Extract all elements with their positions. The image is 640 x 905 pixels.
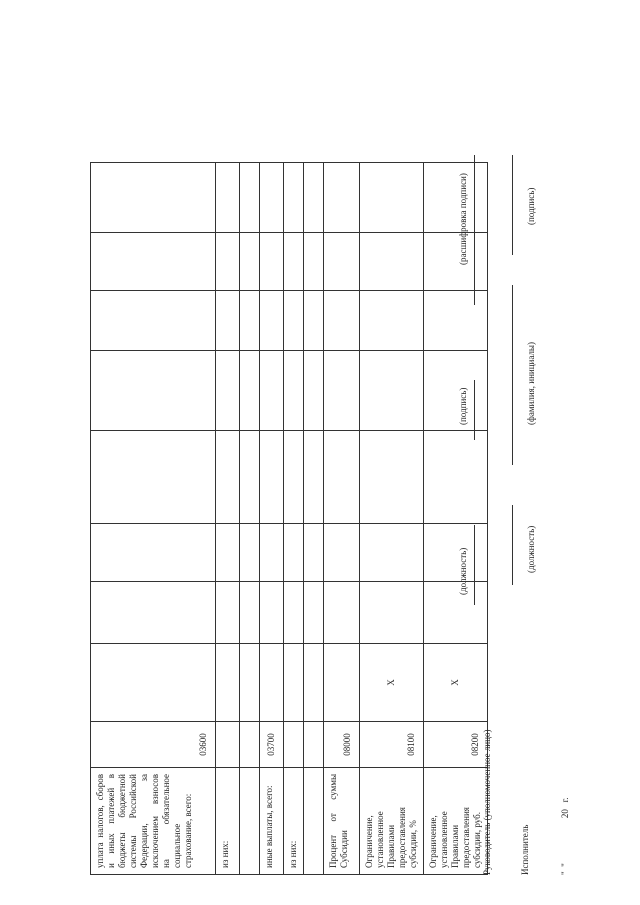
position-line (474, 525, 475, 605)
executor-name-line (512, 285, 513, 465)
row-code (240, 722, 260, 768)
executor-name-caption: (фамилия, инициалы) (526, 342, 536, 425)
value-cell (240, 582, 260, 644)
value-cell (91, 163, 216, 233)
value-cell (216, 431, 240, 524)
value-cell (304, 351, 324, 431)
table-row (324, 163, 360, 875)
value-cell (324, 233, 360, 291)
table-row (284, 163, 304, 875)
row-code: 03700 (260, 722, 284, 768)
row-code (284, 722, 304, 768)
value-cell (424, 582, 488, 644)
value-cell (424, 431, 488, 524)
value-cell (216, 163, 240, 233)
value-cell (240, 291, 260, 351)
table-row (424, 163, 488, 875)
value-cell (304, 163, 324, 233)
row-code (304, 722, 324, 768)
table-row (304, 163, 324, 875)
row-code: 03600 (91, 722, 216, 768)
value-cell (260, 163, 284, 233)
value-cell (284, 163, 304, 233)
value-cell (216, 291, 240, 351)
x-mark-cell: X (424, 644, 488, 722)
value-cell (424, 524, 488, 582)
value-cell (216, 524, 240, 582)
x-mark-cell (216, 644, 240, 722)
row-label: уплата налогов, сборов и иных платежей в бюджеты бюджетной системы Российской Федерации, за исключением взносов на обязательное социальное страхование, всего: (91, 768, 216, 875)
executor-label: Исполнитель (520, 824, 530, 875)
row-label (304, 768, 324, 875)
executor-signature-caption: (подпись) (526, 187, 536, 225)
row-label (240, 768, 260, 875)
value-cell (304, 431, 324, 524)
signature-line (474, 380, 475, 440)
row-code: 08200 (424, 722, 488, 768)
x-mark-cell (260, 644, 284, 722)
table-row (260, 163, 284, 875)
head-label: Руководитель (уполномоченное лицо) (482, 729, 492, 875)
value-cell (91, 524, 216, 582)
value-cell (284, 431, 304, 524)
value-cell (304, 524, 324, 582)
table-row (91, 163, 216, 875)
date-line: " " 20 г. (560, 797, 570, 875)
value-cell (360, 163, 424, 233)
value-cell (284, 291, 304, 351)
value-cell (424, 351, 488, 431)
report-table (90, 162, 488, 875)
value-cell (360, 524, 424, 582)
value-cell (260, 524, 284, 582)
value-cell (304, 582, 324, 644)
table-row (240, 163, 260, 875)
x-mark-cell: X (360, 644, 424, 722)
executor-position-line (512, 505, 513, 585)
value-cell (324, 291, 360, 351)
row-label: Ограничение, установленное Правилами предоставления субсидии, % (360, 768, 424, 875)
value-cell (216, 351, 240, 431)
value-cell (240, 233, 260, 291)
value-cell (360, 431, 424, 524)
row-label: Ограничение, установленное Правилами предоставления субсидии, руб. (424, 768, 488, 875)
executor-signature-line (512, 155, 513, 255)
value-cell (360, 351, 424, 431)
value-cell (360, 582, 424, 644)
row-code (216, 722, 240, 768)
value-cell (360, 291, 424, 351)
value-cell (216, 233, 240, 291)
value-cell (91, 291, 216, 351)
value-cell (284, 351, 304, 431)
value-cell (91, 351, 216, 431)
x-mark-cell (304, 644, 324, 722)
value-cell (260, 233, 284, 291)
row-label: из них: (216, 768, 240, 875)
value-cell (216, 582, 240, 644)
decoding-caption: (расшифровка подписи) (458, 173, 468, 265)
value-cell (324, 582, 360, 644)
value-cell (240, 351, 260, 431)
row-code: 08000 (324, 722, 360, 768)
value-cell (91, 233, 216, 291)
position-caption: (должность) (458, 547, 468, 595)
table-row (360, 163, 424, 875)
decoding-line (474, 155, 475, 305)
value-cell (260, 291, 284, 351)
value-cell (284, 233, 304, 291)
value-cell (91, 431, 216, 524)
x-mark-cell (240, 644, 260, 722)
signature-caption: (подпись) (458, 387, 468, 425)
value-cell (240, 163, 260, 233)
value-cell (284, 524, 304, 582)
value-cell (424, 163, 488, 233)
executor-position-caption: (должность) (526, 525, 536, 573)
value-cell (424, 291, 488, 351)
table-row (216, 163, 240, 875)
row-label: из них: (284, 768, 304, 875)
row-label: иные выплаты, всего: (260, 768, 284, 875)
value-cell (424, 233, 488, 291)
row-code: 08100 (360, 722, 424, 768)
x-mark-cell (284, 644, 304, 722)
x-mark-cell (91, 644, 216, 722)
x-mark-cell (324, 644, 360, 722)
value-cell (260, 351, 284, 431)
value-cell (260, 582, 284, 644)
value-cell (240, 431, 260, 524)
value-cell (324, 163, 360, 233)
value-cell (240, 524, 260, 582)
value-cell (260, 431, 284, 524)
row-label: Процент от суммы Субсидии (324, 768, 360, 875)
value-cell (324, 524, 360, 582)
value-cell (91, 582, 216, 644)
value-cell (304, 291, 324, 351)
value-cell (360, 233, 424, 291)
value-cell (324, 351, 360, 431)
value-cell (324, 431, 360, 524)
value-cell (284, 582, 304, 644)
value-cell (304, 233, 324, 291)
